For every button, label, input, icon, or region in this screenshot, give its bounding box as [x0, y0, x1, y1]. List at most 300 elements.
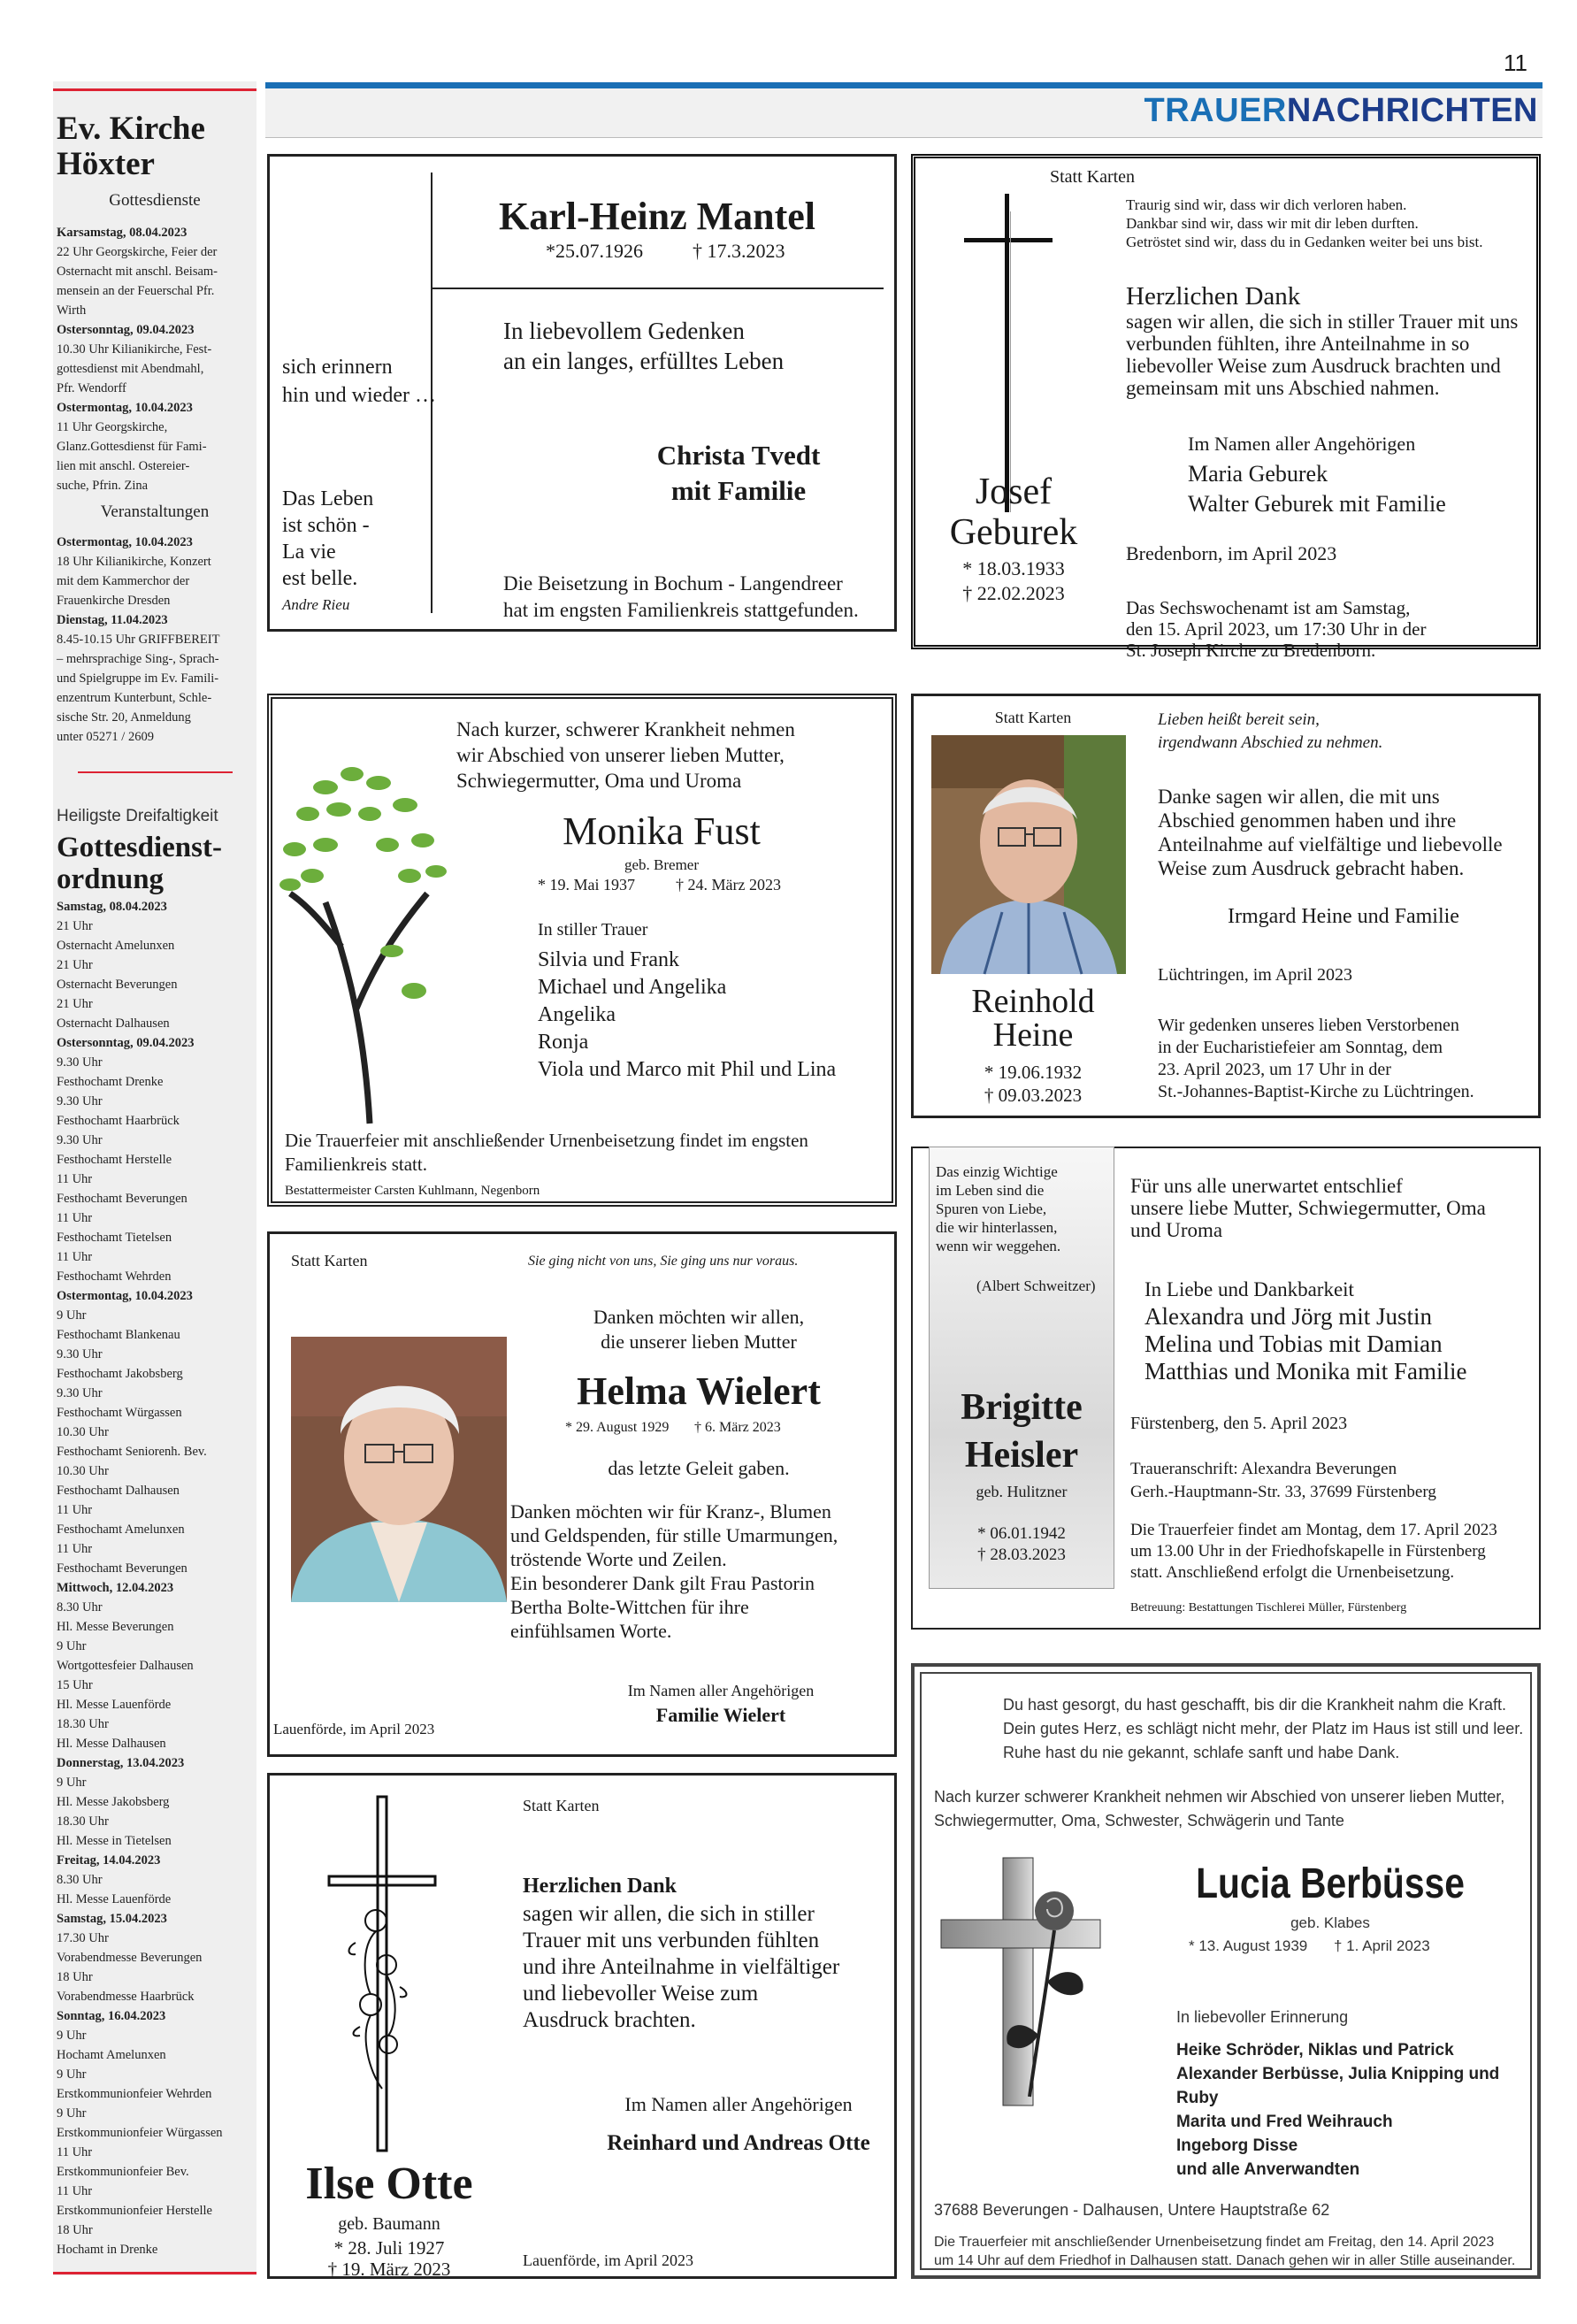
address: 37688 Beverungen - Dalhausen, Untere Hauptstraße 62	[934, 2201, 1330, 2219]
intro-line: Schwiegermutter, Oma und Uroma	[456, 770, 742, 792]
thanks-line: Danken möchten wir allen,	[593, 1306, 805, 1328]
schedule-line: Erstkommunionfeier Wehrden	[57, 2087, 212, 2101]
quote-text	[1158, 709, 1382, 755]
mourner-name: Alexander Berbüsse, Julia Knipping und Ruby	[1176, 2065, 1500, 2107]
schedule-line: Festhochamt Blankenau	[57, 1328, 180, 1342]
funeral-line: Die Trauerfeier mit anschließender Urnenbeisetzung findet im engsten	[285, 1130, 808, 1151]
intro-text	[1130, 1175, 1486, 1241]
sign-name: Familie Wielert	[655, 1704, 786, 1726]
portrait-photo	[291, 1337, 507, 1602]
schedule-line: Hochamt Amelunxen	[57, 2048, 166, 2062]
schedule-line: 9 Uhr	[57, 1308, 87, 1323]
poem-line: Du hast gesorgt, du hast geschafft, bis dir die Krankheit nahm die Kraft.	[1003, 1696, 1506, 1714]
statt-karten: Statt Karten	[1049, 167, 1136, 187]
thanks-line: Anteilnahme auf vielfältige und liebevolle	[1158, 833, 1503, 855]
thanks-text	[1126, 311, 1518, 399]
address-line: Gerh.-Hauptmann-Str. 33, 37699 Fürstenberg	[1130, 1483, 1436, 1501]
birth-date: * 19.06.1932	[984, 1062, 1083, 1083]
mourner-name: Ingeborg Disse	[1176, 2136, 1298, 2155]
sidebar-top-rule	[53, 88, 256, 91]
intro-line: Für uns alle unerwartet entschlief	[1130, 1175, 1403, 1197]
obituary-mantel	[267, 154, 897, 632]
burial-line: hat im engsten Familienkreis stattgefunden.	[503, 599, 859, 621]
place-date: Lüchtringen, im April 2023	[1158, 965, 1352, 985]
schedule-line: Hl. Messe Dalhausen	[57, 1737, 166, 1751]
church-title-line1: Ev. Kirche	[57, 111, 205, 147]
quote-line: irgendwann Abschied zu nehmen.	[1158, 733, 1383, 752]
schedule-line: suche, Pfrin. Zina	[57, 479, 149, 493]
poem-line: Ruhe hast du nie gekannt, schlafe sanft und habe Dank.	[1003, 1744, 1400, 1761]
deceased-name: Helma Wielert	[577, 1369, 821, 1413]
deceased-name: Lucia Berbüsse	[1196, 1860, 1465, 1907]
schedule-line: Festhochamt Beverungen	[57, 1192, 188, 1206]
schedule-date: Ostermontag, 10.04.2023	[57, 535, 193, 549]
schedule-line: 11 Uhr	[57, 1503, 93, 1517]
schedule-line: sische Str. 20, Anmeldung	[57, 710, 191, 725]
schedule-line: 11 Uhr	[57, 1250, 93, 1264]
schedule-date: Mittwoch, 12.04.2023	[57, 1581, 174, 1595]
burial-line: Die Beisetzung in Bochum - Langendreer	[503, 572, 843, 594]
mourner-name: Ronja	[538, 1031, 589, 1054]
burial-note	[503, 571, 859, 624]
mourning-family	[606, 438, 871, 509]
funeral-line: Die Trauerfeier findet am Montag, dem 17. April 2023	[1130, 1521, 1497, 1539]
quote-line: wenn wir weggehen.	[936, 1238, 1061, 1254]
church-title	[57, 111, 205, 182]
schedule-line: Vorabendmesse Haarbrück	[57, 1990, 195, 2004]
schedule-line: Glanz.Gottesdienst für Fami-	[57, 440, 207, 454]
intro-line: Getröstet sind wir, dass du in Gedanken weiter bei uns bist.	[1126, 234, 1483, 250]
schedule-line: Osternacht Dalhausen	[57, 1016, 170, 1031]
schedule-line: 9.30 Uhr	[57, 1094, 103, 1108]
sign-intro: In Liebe und Dankbarkeit	[1144, 1278, 1354, 1300]
schedule-line: 9.30 Uhr	[57, 1055, 103, 1070]
cross-with-roses-icon	[325, 1797, 440, 2151]
quote-line: ist schön -	[282, 514, 370, 537]
obituary-geburek	[911, 154, 1541, 661]
sign-name: Matthias und Monika mit Familie	[1144, 1358, 1467, 1384]
schedule-date: Samstag, 08.04.2023	[57, 900, 167, 914]
thanks-paragraph	[510, 1499, 838, 1643]
cross-horizontal	[431, 288, 884, 289]
quote-line: Lieben heißt bereit sein,	[1158, 710, 1320, 729]
church-title-line2: Höxter	[57, 146, 155, 182]
sign-name: Alexandra und Jörg mit Justin	[1144, 1303, 1432, 1330]
funeral-note	[934, 2233, 1515, 2270]
schedule-line: enzentrum Kunterbunt, Schle-	[57, 691, 212, 705]
memorial-text	[503, 316, 784, 376]
signature	[570, 2085, 907, 2163]
intro-line: Nach kurzer schwerer Krankheit nehmen wir Abschied von unserer lieben Mutter,	[934, 1788, 1505, 1806]
mourner-name: Marita und Fred Weihrauch	[1176, 2113, 1393, 2131]
place-date: Bredenborn, im April 2023	[1126, 542, 1337, 564]
cross-with-rose-icon	[932, 1858, 1109, 2105]
schedule-line: 11 Uhr	[57, 2145, 93, 2159]
life-dates	[915, 556, 1112, 606]
obituary-wielert	[267, 1231, 897, 1757]
sign-name: Reinhard und Andreas Otte	[607, 2131, 870, 2155]
schedule-line: 11 Uhr	[57, 1211, 93, 1225]
signature	[570, 1678, 871, 1728]
obituary-heine	[911, 694, 1541, 1118]
schedule-date: Karsamstag, 08.04.2023	[57, 226, 188, 240]
schedule-date: Ostermontag, 10.04.2023	[57, 1289, 193, 1303]
last-name: Geburek	[949, 512, 1078, 553]
quote-author: (Albert Schweitzer)	[976, 1277, 1096, 1294]
schedule-line: 21 Uhr	[57, 919, 93, 933]
quote-author: Andre Rieu	[282, 596, 350, 613]
schedule-line: Hochamt in Drenke	[57, 2243, 158, 2257]
statt-karten: Statt Karten	[291, 1252, 368, 1269]
life-dates	[270, 2237, 509, 2280]
title-suffix: NACHRICHTEN	[1286, 92, 1538, 129]
header-rule	[265, 82, 1543, 88]
thanks-text	[517, 1305, 880, 1354]
intro-line: Nach kurzer, schwerer Krankheit nehmen	[456, 718, 795, 740]
portrait-photo	[931, 735, 1126, 974]
events-heading: Veranstaltungen	[100, 502, 210, 521]
birth-date: * 29. August 1929	[565, 1420, 670, 1435]
schedule-line: Erstkommunionfeier Bev.	[57, 2165, 189, 2179]
maiden-name: geb. Baumann	[338, 2214, 440, 2234]
obituary-fust	[267, 694, 897, 1207]
place-date: Lauenförde, im April 2023	[523, 2251, 693, 2269]
schedule-line: 11 Uhr Georgskirche,	[57, 420, 168, 434]
maiden-name: geb. Hulitzner	[976, 1483, 1068, 1500]
intro-text	[456, 717, 795, 794]
birth-date: * 28. Juli 1927	[333, 2237, 445, 2259]
schedule-line: 8.45-10.15 Uhr GRIFFBEREIT	[57, 633, 220, 647]
schedule-line: Erstkommunionfeier Herstelle	[57, 2204, 212, 2218]
memorial-line: In liebevollem Gedenken	[503, 318, 745, 344]
memorial-line: an ein langes, erfülltes Leben	[503, 348, 785, 374]
sign-name: Melina und Tobias mit Damian	[1144, 1331, 1443, 1357]
thanks-line: verbunden fühlten, ihre Anteilnahme in so	[1126, 333, 1470, 355]
schedule-line: Frauenkirche Dresden	[57, 594, 171, 608]
schedule-line: 17.30 Uhr	[57, 1931, 109, 1945]
schedule-date: Samstag, 15.04.2023	[57, 1912, 167, 1926]
death-date: † 1. April 2023	[1334, 1937, 1430, 1954]
quote-line: La vie	[282, 541, 336, 564]
maiden-name: geb. Klabes	[1290, 1914, 1370, 1931]
intro-line: Traurig sind wir, dass wir dich verloren haben.	[1126, 196, 1407, 213]
schedule-line: 11 Uhr	[57, 1172, 93, 1186]
quote-line: die wir hinterlassen,	[936, 1219, 1058, 1236]
sign-name: Walter Geburek mit Familie	[1188, 491, 1446, 517]
funeral-note	[285, 1129, 808, 1177]
birth-date: * 19. Mai 1937	[538, 876, 635, 894]
mass-line: Das Sechswochenamt ist am Samstag,	[1126, 597, 1411, 618]
schedule-line: 10.30 Uhr Kilianikirche, Fest-	[57, 342, 212, 357]
schedule-line: 10.30 Uhr	[57, 1425, 109, 1439]
schedule-line: 15 Uhr	[57, 1678, 93, 1692]
schedule-line: Osternacht Beverungen	[57, 978, 178, 992]
quote-text	[282, 486, 373, 618]
mourning-address	[1130, 1458, 1436, 1504]
thanks-line: Weise zum Ausdruck gebracht haben.	[1158, 857, 1465, 879]
funeral-line: statt. Anschließend erfolgt die Urnenbeisetzung.	[1130, 1563, 1455, 1582]
intro-line: und Uroma	[1130, 1219, 1223, 1241]
intro-line: wir Abschied von unserer lieben Mutter,	[456, 744, 785, 766]
death-date: † 19. März 2023	[327, 2259, 451, 2280]
schedule-line: unter 05271 / 2609	[57, 730, 154, 744]
schedule-line: Wortgottesfeier Dalhausen	[57, 1659, 194, 1673]
sign-intro: Im Namen aller Angehörigen	[624, 2093, 853, 2115]
quote-line: Das Leben	[282, 487, 374, 510]
schedule-line: mit dem Kammerchor der	[57, 574, 190, 588]
mass-line: Wir gedenken unseres lieben Verstorbenen	[1158, 1016, 1459, 1035]
order-title	[57, 832, 222, 895]
thanks-line: sagen wir allen, die sich in stiller	[523, 1902, 815, 1926]
mass-note	[1158, 1015, 1474, 1103]
schedule-line: Pfr. Wendorff	[57, 381, 126, 395]
mass-line: St. Joseph Kirche zu Bredenborn.	[1126, 640, 1376, 661]
funeral-line: um 13.00 Uhr in der Friedhofskapelle in Fürstenberg	[1130, 1542, 1486, 1561]
intro-text	[1126, 196, 1482, 251]
schedule-line: Festhochamt Wehrden	[57, 1269, 172, 1284]
funeral-line: Familienkreis statt.	[285, 1154, 427, 1175]
funeral-note	[1130, 1520, 1497, 1584]
quote-line: Das einzig Wichtige	[936, 1163, 1058, 1180]
thanks-line: einfühlsamen Worte.	[510, 1620, 672, 1642]
schedule-line: 9 Uhr	[57, 1776, 87, 1790]
thanks-line: Trauer mit uns verbunden fühlten	[523, 1929, 820, 1952]
schedule-date: Sonntag, 16.04.2023	[57, 2009, 166, 2023]
schedule-line: Hl. Messe in Tietelsen	[57, 1834, 172, 1848]
mourning-family: Irmgard Heine und Familie	[1228, 905, 1459, 928]
schedule-line: Festhochamt Amelunxen	[57, 1522, 185, 1537]
schedule-line: 9 Uhr	[57, 2029, 87, 2043]
services-list	[57, 223, 255, 495]
place-date: Lauenförde, im April 2023	[273, 1721, 435, 1737]
deceased-name: Monika Fust	[563, 809, 761, 853]
poem-line: Dein gutes Herz, es schlägt nicht mehr, der Platz im Haus ist still und leer.	[1003, 1720, 1524, 1737]
cross-icon	[964, 194, 1053, 512]
thanks-text	[1158, 785, 1503, 880]
schedule-line: 18 Uhr	[57, 2223, 93, 2237]
page-number: 11	[1504, 50, 1527, 76]
deceased-name: Karl-Heinz Mantel	[498, 195, 815, 238]
mass-note	[1126, 597, 1426, 661]
thanks-heading: Herzlichen Dank	[523, 1875, 677, 1898]
quote-line: im Leben sind die	[936, 1182, 1045, 1199]
signature	[1144, 1276, 1466, 1385]
intro-line: unsere liebe Mutter, Schwiegermutter, Oma	[1130, 1197, 1486, 1219]
motto: Sie ging nicht von uns, Sie ging uns nur voraus.	[528, 1254, 799, 1269]
events-list	[57, 533, 255, 747]
order-list	[57, 897, 255, 2259]
schedule-line: 9 Uhr	[57, 2106, 87, 2121]
schedule-line: Erstkommunionfeier Würgassen	[57, 2126, 223, 2140]
death-date: † 09.03.2023	[984, 1085, 1083, 1106]
mourners-list	[1176, 2038, 1537, 2182]
parish-label: Heiligste Dreifaltigkeit	[57, 807, 218, 825]
life-dates	[929, 1523, 1114, 1566]
quote-line: Spuren von Liebe,	[936, 1200, 1047, 1217]
page-title	[1144, 92, 1538, 130]
schedule-date: Ostersonntag, 09.04.2023	[57, 323, 195, 337]
schedule-line: Festhochamt Würgassen	[57, 1406, 182, 1420]
schedule-line: 9.30 Uhr	[57, 1133, 103, 1147]
thanks-line: gemeinsam mit uns Abschied nahmen.	[1126, 377, 1440, 399]
schedule-date: Freitag, 14.04.2023	[57, 1853, 161, 1868]
poem-text	[282, 353, 436, 410]
place-date: Fürstenberg, den 5. April 2023	[1130, 1414, 1348, 1433]
family-line: Christa Tvedt	[656, 440, 821, 471]
maiden-name: geb. Bremer	[624, 856, 700, 873]
sign-name: Maria Geburek	[1188, 461, 1328, 487]
schedule-line: 21 Uhr	[57, 997, 93, 1011]
schedule-date: Ostersonntag, 09.04.2023	[57, 1036, 195, 1050]
death-date: † 28.03.2023	[977, 1545, 1066, 1564]
thanks-line: die unserer lieben Mutter	[601, 1331, 797, 1353]
schedule-line: 9.30 Uhr	[57, 1386, 103, 1400]
schedule-line: 9.30 Uhr	[57, 1347, 103, 1361]
schedule-date: Dienstag, 11.04.2023	[57, 613, 168, 627]
thanks-line: Danke sagen wir allen, die mit uns	[1158, 786, 1440, 808]
thanks-line: tröstende Worte und Zeilen.	[510, 1548, 727, 1570]
thanks-line: Ein besonderer Dank gilt Frau Pastorin	[510, 1572, 815, 1594]
schedule-line: Festhochamt Beverungen	[57, 1561, 188, 1576]
schedule-line: Festhochamt Drenke	[57, 1075, 164, 1089]
schedule-line: 11 Uhr	[57, 2184, 93, 2198]
statt-karten: Statt Karten	[523, 1797, 600, 1814]
schedule-line: 9 Uhr	[57, 1639, 87, 1653]
order-title-line1: Gottesdienst-	[57, 832, 222, 863]
deceased-name	[915, 472, 1112, 553]
sign-intro: Im Namen aller Angehörigen	[1188, 433, 1416, 455]
mass-line: den 15. April 2023, um 17:30 Uhr in der	[1126, 618, 1427, 640]
tree-icon	[272, 752, 449, 1124]
schedule-line: 8.30 Uhr	[57, 1600, 103, 1615]
schedule-line: Osternacht mit anschl. Beisam-	[57, 265, 218, 279]
schedule-line: Hl. Messe Jakobsberg	[57, 1795, 170, 1809]
undertaker: Bestattermeister Carsten Kuhlmann, Negenborn	[285, 1184, 540, 1198]
life-dates	[914, 1061, 1152, 1107]
intro-text	[934, 1785, 1504, 1833]
quote-line: est belle.	[282, 567, 358, 590]
mourner-name: Angelika	[538, 1003, 616, 1026]
first-name: Josef	[975, 472, 1053, 512]
schedule-line: 18.30 Uhr	[57, 1717, 109, 1731]
schedule-line: 10.30 Uhr	[57, 1464, 109, 1478]
sidebar-divider	[78, 771, 233, 773]
schedule-line: 18 Uhr	[57, 1970, 93, 1984]
schedule-line: Festhochamt Herstelle	[57, 1153, 172, 1167]
schedule-line: Hl. Messe Beverungen	[57, 1620, 174, 1634]
death-date: † 24. März 2023	[676, 876, 781, 894]
schedule-date: Donnerstag, 13.04.2023	[57, 1756, 185, 1770]
schedule-line: Festhochamt Haarbrück	[57, 1114, 180, 1128]
sidebar-column	[53, 81, 256, 2275]
statt-karten: Statt Karten	[994, 709, 1072, 726]
undertaker: Betreuung: Bestattungen Tischlerei Müller, Fürstenberg	[1130, 1601, 1407, 1615]
deceased-name	[929, 1384, 1114, 1479]
thanks-line: Danken möchten wir für Kranz-, Blumen	[510, 1500, 831, 1522]
intro-line: Schwiegermutter, Oma, Schwester, Schwägerin und Tante	[934, 1812, 1344, 1829]
family-line: mit Familie	[670, 475, 807, 506]
schedule-line: lien mit anschl. Ostereier-	[57, 459, 190, 473]
mourner-name: Silvia und Frank	[538, 948, 679, 971]
poem-line: sich erinnern	[282, 356, 393, 379]
mass-line: in der Eucharistiefeier am Sonntag, dem	[1158, 1038, 1443, 1057]
mourning-heading: In stiller Trauer	[538, 920, 648, 940]
schedule-line: Festhochamt Seniorenh. Bev.	[57, 1445, 207, 1459]
death-date: † 22.02.2023	[962, 582, 1065, 604]
sign-intro: Im Namen aller Angehörigen	[627, 1682, 815, 1699]
schedule-line: 18.30 Uhr	[57, 1814, 109, 1829]
schedule-line: mensein an der Feuerschal Pfr.	[57, 284, 215, 298]
intro-line: Dankbar sind wir, dass wir mit dir leben durften.	[1126, 215, 1419, 232]
mourners-list	[538, 947, 836, 1084]
schedule-line: 22 Uhr Georgskirche, Feier der	[57, 245, 218, 259]
thanks-line: Abschied genommen haben und ihre	[1158, 809, 1457, 832]
deceased-name	[914, 985, 1152, 1052]
schedule-line: Osternacht Amelunxen	[57, 939, 175, 953]
mass-line: St.-Johannes-Baptist-Kirche zu Lüchtringen.	[1158, 1082, 1474, 1101]
thanks-line: und Geldspenden, für stille Umarmungen,	[510, 1524, 838, 1546]
last-name: Heine	[992, 1016, 1074, 1054]
thanks-text	[523, 1901, 839, 2034]
thanks-line: und liebevoller Weise zum	[523, 1982, 759, 2006]
signature	[1188, 429, 1446, 519]
birth-date: * 13. August 1939	[1189, 1937, 1308, 1954]
obituary-otte	[267, 1773, 897, 2279]
services-heading: Gottesdienste	[109, 191, 201, 210]
mourner-name: und alle Anverwandten	[1176, 2160, 1360, 2179]
poem-text	[1003, 1693, 1523, 1765]
birth-date: * 06.01.1942	[977, 1524, 1066, 1543]
birth-date: * 18.03.1933	[962, 557, 1065, 579]
schedule-date: Ostermontag, 10.04.2023	[57, 401, 193, 415]
thanks-line: sagen wir allen, die sich in stiller Trauer mit uns	[1126, 311, 1519, 333]
obituary-berbuesse	[911, 1663, 1541, 2279]
schedule-line: Hl. Messe Lauenförde	[57, 1698, 172, 1712]
order-title-line2: ordnung	[57, 863, 165, 895]
schedule-line: Wirth	[57, 303, 87, 318]
quote-text	[936, 1162, 1060, 1255]
obituary-heisler	[911, 1147, 1541, 1630]
schedule-line: 18 Uhr Kilianikirche, Konzert	[57, 555, 211, 569]
schedule-line: 11 Uhr	[57, 1542, 93, 1556]
death-date: † 6. März 2023	[694, 1420, 781, 1435]
title-prefix: TRAUER	[1144, 92, 1287, 129]
mass-line: 23. April 2023, um 17 Uhr in der	[1158, 1060, 1391, 1079]
mourning-heading: In liebevoller Erinnerung	[1176, 2008, 1349, 2026]
schedule-line: Hl. Messe Lauenförde	[57, 1892, 172, 1906]
mourner-name: Michael und Angelika	[538, 976, 727, 999]
schedule-line: Festhochamt Tietelsen	[57, 1231, 172, 1245]
escort-text: das letzte Geleit gaben.	[608, 1457, 790, 1479]
schedule-line: 9 Uhr	[57, 2067, 87, 2082]
deceased-name: Ilse Otte	[305, 2159, 473, 2209]
schedule-line: Festhochamt Dalhausen	[57, 1484, 180, 1498]
first-name: Brigitte	[961, 1387, 1083, 1428]
poem-line: hin und wieder …	[282, 384, 436, 407]
first-name: Reinhold	[971, 983, 1095, 1020]
funeral-line: Die Trauerfeier mit anschließender Urnenbeisetzung findet am Freitag, den 14. April 2023	[934, 2235, 1495, 2250]
address-line: Traueranschrift: Alexandra Beverungen	[1130, 1460, 1397, 1478]
schedule-line: und Spielgruppe im Ev. Famili-	[57, 671, 219, 686]
death-date: † 17.3.2023	[693, 240, 785, 262]
schedule-line: Vorabendmesse Beverungen	[57, 1951, 203, 1965]
funeral-line: um 14 Uhr auf dem Friedhof in Dalhausen statt. Danach gehen wir in aller Stille auseinander.	[934, 2253, 1516, 2268]
schedule-line: – mehrsprachige Sing-, Sprach-	[57, 652, 219, 666]
schedule-line: Festhochamt Jakobsberg	[57, 1367, 183, 1381]
mourner-name: Heike Schröder, Niklas und Patrick	[1176, 2041, 1454, 2059]
thanks-line: liebevoller Weise zum Ausdruck brachten und	[1126, 355, 1501, 377]
thanks-heading: Herzlichen Dank	[1126, 282, 1301, 311]
